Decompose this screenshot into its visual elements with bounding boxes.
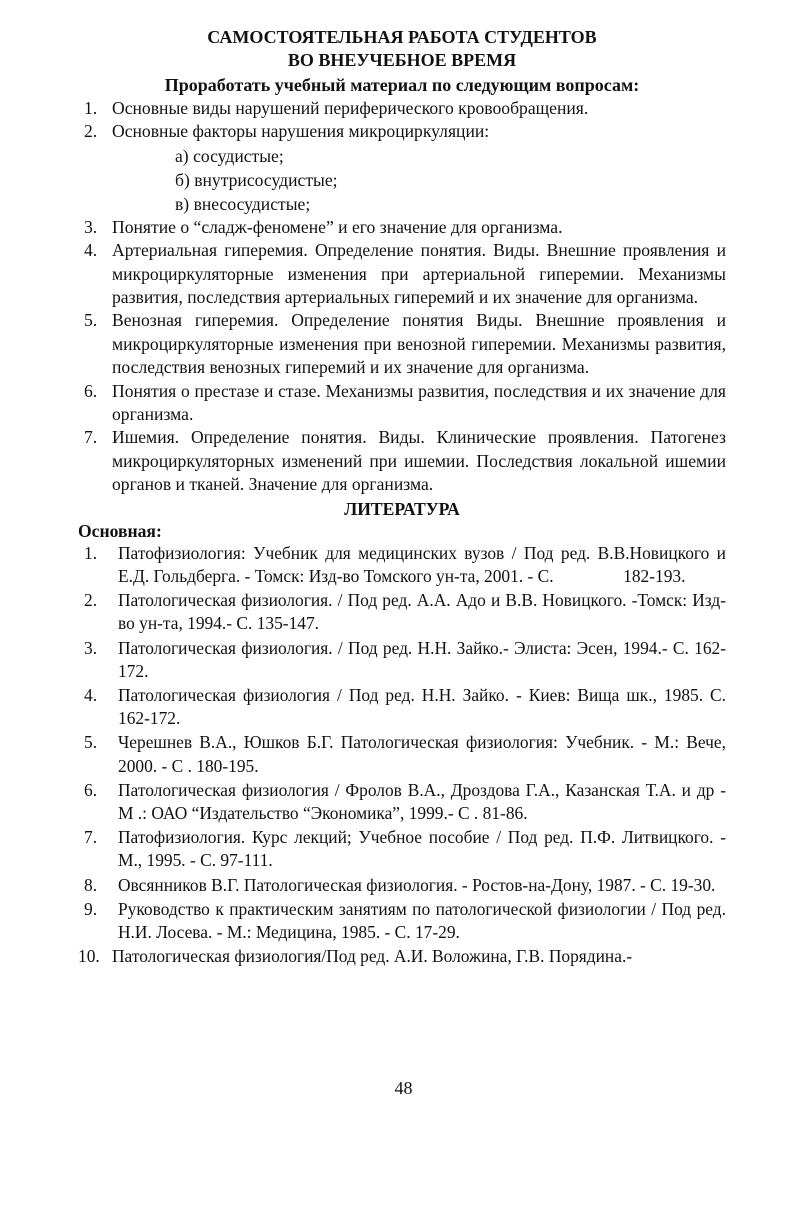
question-item: [78, 309, 726, 379]
literature-number: 5.: [84, 732, 98, 753]
literature-number: 3.: [84, 637, 98, 658]
literature-text: Патофизиология. Курс лекций; Учебное пособие / Под ред. П.Ф. Литвицкого. - М., 1995. - С. 97-111.: [118, 827, 726, 871]
literature-item: [78, 874, 726, 897]
questions-heading: Проработать учебный материал по следующим вопросам:: [164, 75, 640, 95]
literature-number: 7.: [84, 827, 98, 848]
question-text: Понятия о престазе и стазе. Механизмы развития, последствия и их значение для организма.: [112, 380, 726, 425]
question-item: [78, 426, 726, 496]
literature-text: Патологическая физиология/Под ред. А.И. Воложина, Г.В. Порядина.-: [112, 946, 633, 967]
literature-text: Черешнев В.А., Юшков Б.Г. Патологическая физиология: Учебник. - М.: Вече, 2000. - С . 180-195.: [118, 732, 726, 776]
question-number: 5.: [84, 310, 98, 331]
page-number: 48: [394, 1078, 413, 1098]
subitem: в) внесосудистые;: [175, 193, 311, 214]
literature-number: 10.: [78, 946, 100, 967]
literature-text: Руководство к практическим занятиям по патологической физиологии / Под ред. Н.И. Лосева. - М.: Медицина, 1985. - С. 17-29.: [118, 898, 726, 942]
question-item: [78, 216, 726, 239]
literature-subtitle: Основная:: [78, 520, 162, 541]
literature-item: [78, 542, 731, 588]
literature-text: Патологическая физиология / Фролов В.А., Дроздова Г.А., Казанская Т.А. и др - М .: ОАО “Издательство “Экономика”, 1999.- С . 81-86.: [118, 779, 726, 823]
literature-item: [78, 589, 726, 635]
question-number: 4.: [84, 240, 98, 261]
literature-item: [78, 826, 726, 872]
literature-text: Патологическая физиология. / Под ред. А.А. Адо и В.В. Новицкого. -Томск: Изд-во ун-та, 1994.- С. 135-147.: [118, 590, 726, 634]
literature-list: [78, 542, 731, 969]
literature-text: Патологическая физиология. / Под ред. Н.Н. Зайко.- Элиста: Эсен, 1994.- С. 162-172.: [118, 637, 726, 681]
literature-title: ЛИТЕРАТУРА: [344, 498, 460, 519]
question-number: 2.: [84, 121, 98, 142]
literature-number: 8.: [84, 874, 98, 895]
literature-item: [78, 731, 726, 777]
question-text: Ишемия. Определение понятия. Виды. Клинические проявления. Патогенез микроциркуляторных изменений при ишемии. Последствия локальной ишемии органов и тканей. Значение для организма.: [112, 427, 726, 495]
literature-item: [78, 684, 726, 730]
question-number: 3.: [84, 216, 98, 237]
question-text: Основные виды нарушений периферического кровообращения.: [112, 98, 589, 118]
literature-text: Овсянников В.Г. Патологическая физиология. - Ростов-на-Дону, 1987. - С. 19-30.: [118, 874, 716, 895]
question-item: [78, 97, 726, 120]
literature-number: 4.: [84, 684, 98, 705]
question-item: [78, 239, 726, 309]
literature-number: 1.: [84, 542, 98, 563]
question-number: 1.: [84, 98, 98, 118]
document-page: [78, 26, 731, 969]
literature-item: [78, 945, 726, 968]
literature-number: 9.: [84, 898, 98, 919]
question-number: 6.: [84, 380, 98, 401]
literature-number: 2.: [84, 590, 98, 611]
section-title: САМОСТОЯТЕЛЬНАЯ РАБОТА СТУДЕНТОВ: [207, 27, 597, 47]
literature-number: 6.: [84, 779, 98, 800]
question-number: 7.: [84, 427, 98, 448]
subitem: б) внутрисосудистые;: [175, 169, 338, 190]
section-title-line2: ВО ВНЕУЧЕБНОЕ ВРЕМЯ: [287, 50, 517, 70]
literature-item: [78, 898, 726, 944]
subitem: а) сосудистые;: [175, 145, 284, 166]
question-text: Артериальная гиперемия. Определение понятия. Виды. Внешние проявления и микроциркуляторные изменения при артериальной гиперемии. Механизмы развития, последствия артериальных гиперемий и их значение для организма.: [112, 240, 726, 308]
question-text: Венозная гиперемия. Определение понятия Виды. Внешние проявления и микроциркуляторные изменения при венозной гиперемии. Механизмы развития, последствия венозных гиперемий и их значение для организма.: [112, 310, 726, 378]
literature-text: Патофизиология: Учебник для медицинских вузов / Под ред. В.В.Новицкого и Е.Д. Гольдберга. - Томск: Изд-во Томского ун-та, 2001. - С. 182-193.: [118, 542, 731, 586]
question-item: [78, 120, 726, 143]
question-text: Основные факторы нарушения микроциркуляции:: [112, 121, 490, 142]
literature-item: [78, 637, 726, 683]
question-text: Понятие о “сладж-феномене” и его значение для организма.: [112, 216, 563, 237]
literature-text: Патологическая физиология / Под ред. Н.Н. Зайко. - Киев: Вища шк., 1985. С. 162-172.: [118, 684, 726, 729]
questions-list: [78, 97, 726, 497]
literature-item: [78, 779, 726, 825]
question-item: [78, 380, 726, 427]
